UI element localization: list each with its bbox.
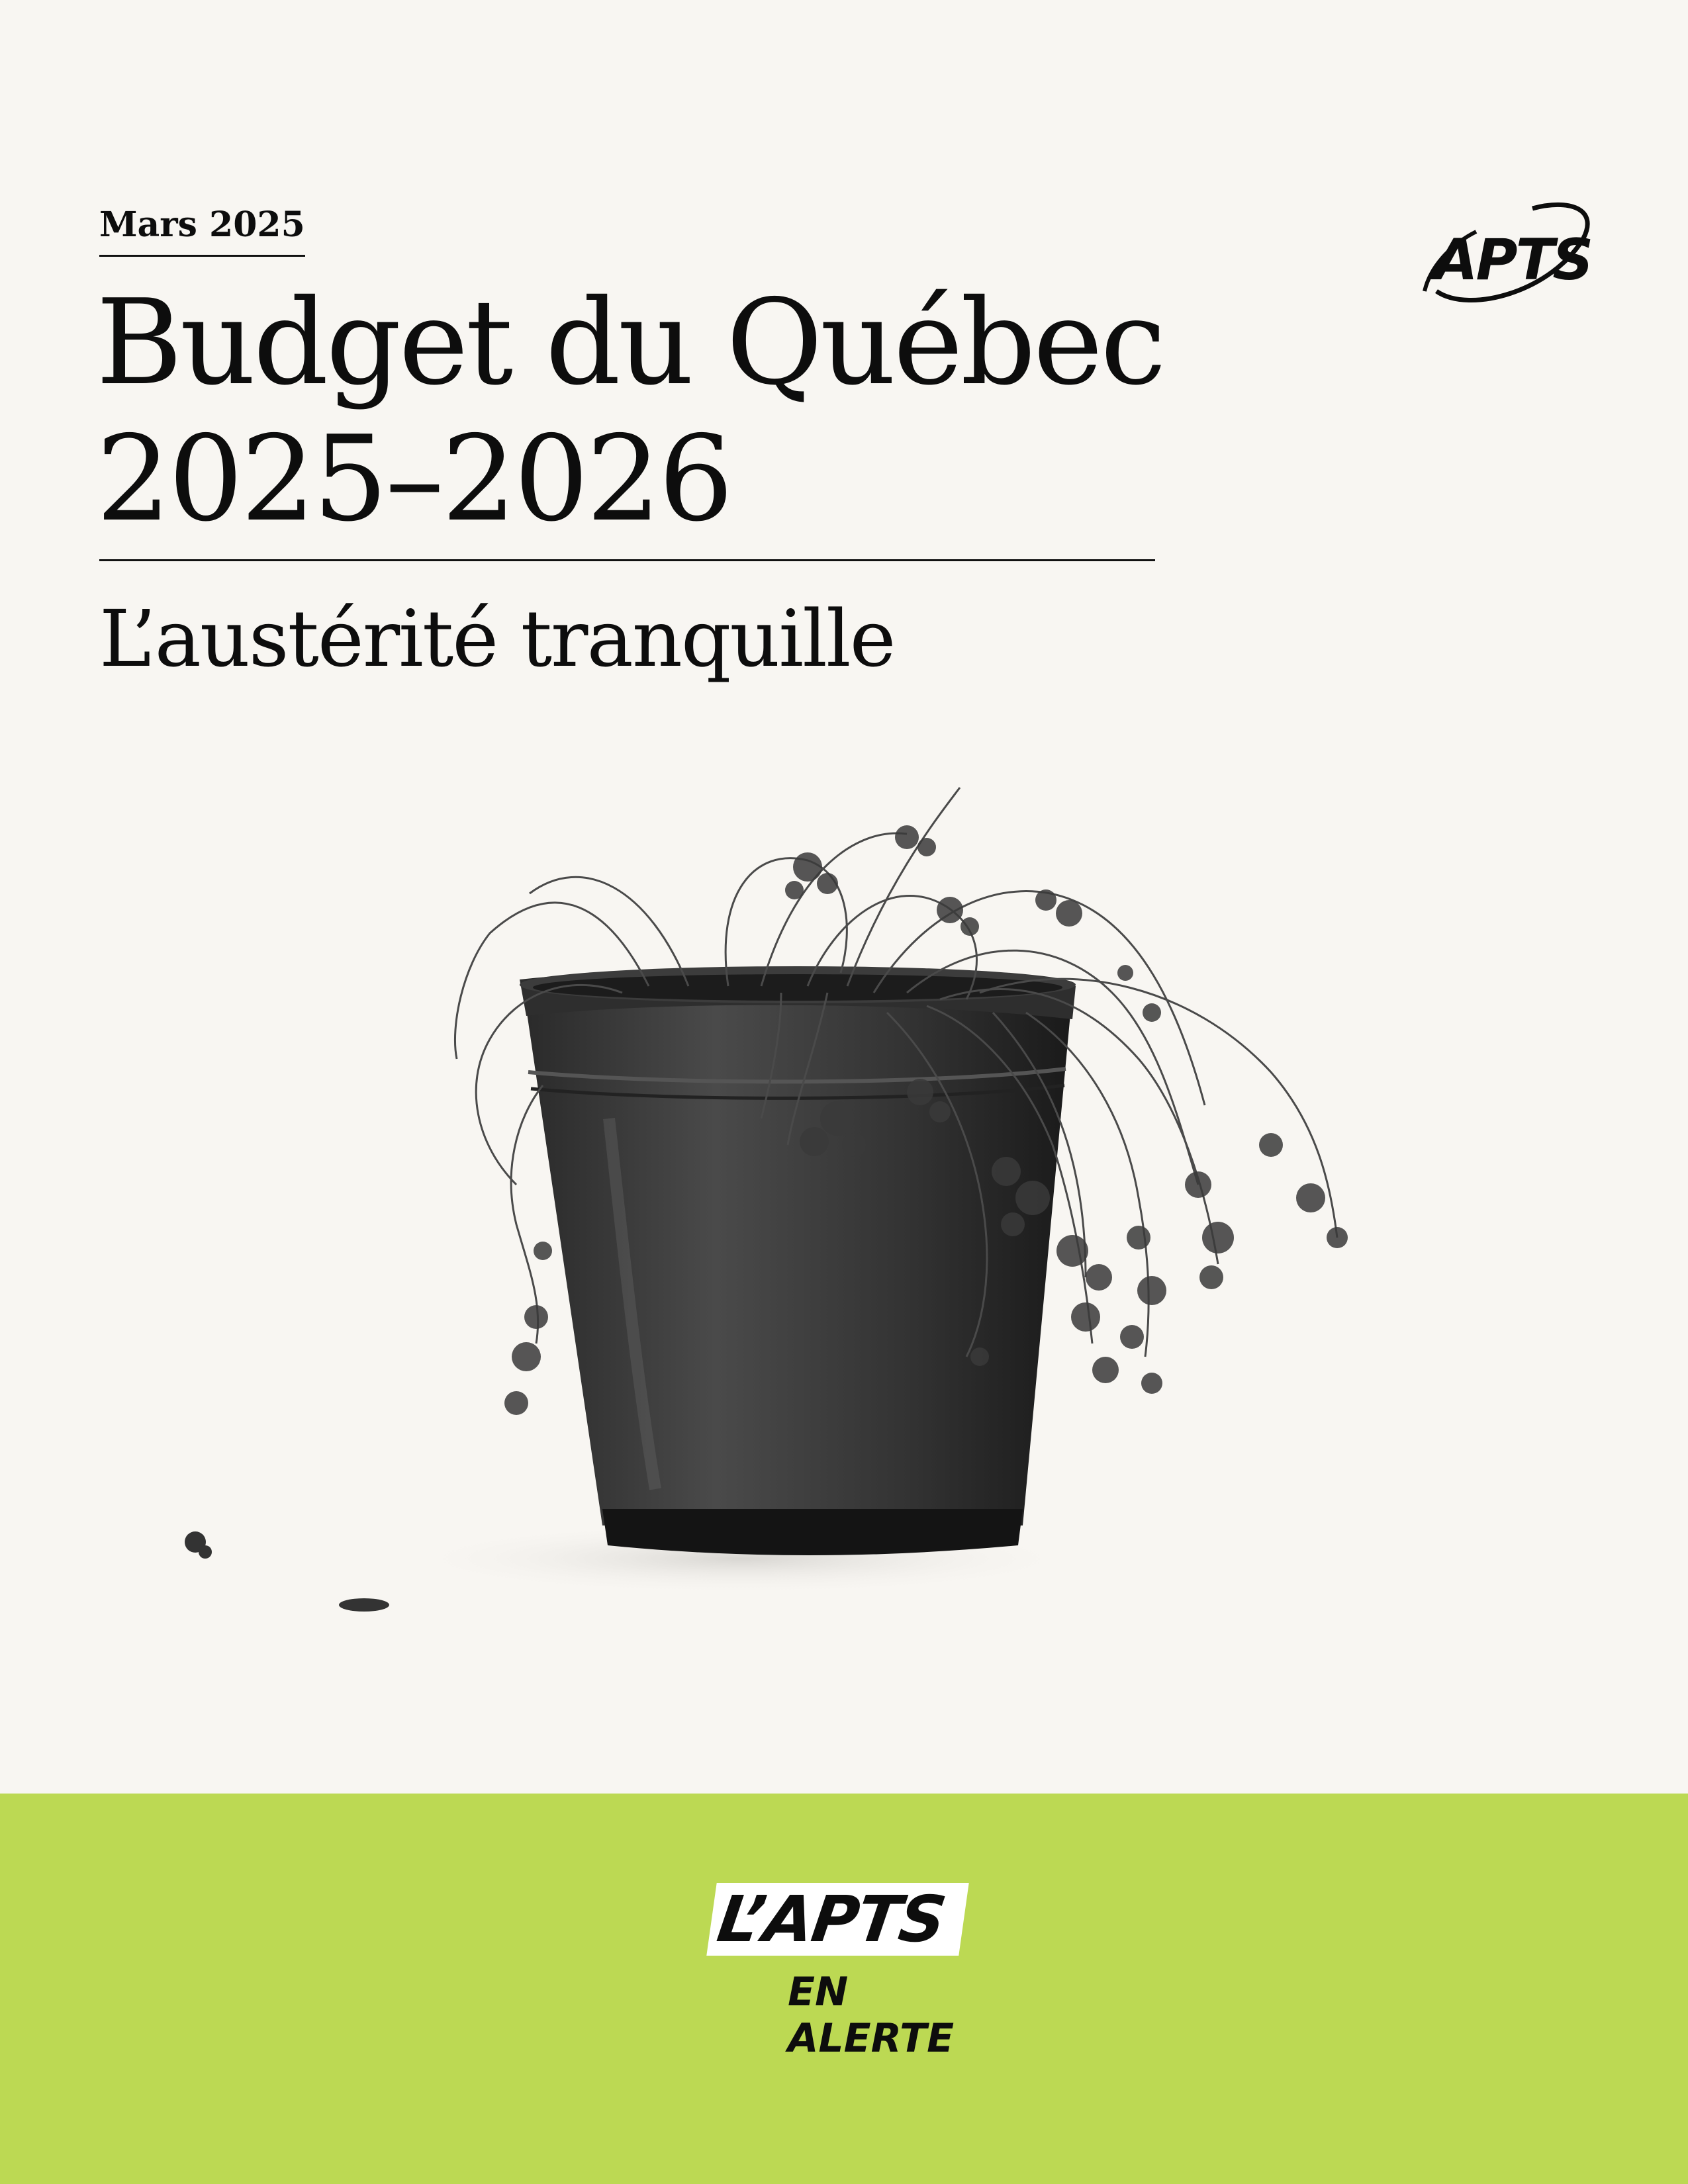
document-title [96,275,1188,547]
document-subtitle: L’austérité tranquille [99,593,895,684]
plant-pot [520,966,1076,1555]
badge-en-alerte-label: EN ALERTE [788,1969,955,2062]
apts-en-alerte-badge [712,1882,990,2062]
publication-date: Mars 2025 [99,202,305,257]
badge-apts-label: L’APTS [706,1883,969,1956]
title-line-1: Budget du Québec [96,274,1164,411]
fallen-leaves [185,1531,389,1612]
logo-text: APTS [1434,227,1592,293]
title-line-2: 2025–2026 [96,410,731,547]
cover-photo-dried-plant [146,774,1456,1635]
title-divider [99,559,1155,561]
apts-logo [1410,192,1595,318]
